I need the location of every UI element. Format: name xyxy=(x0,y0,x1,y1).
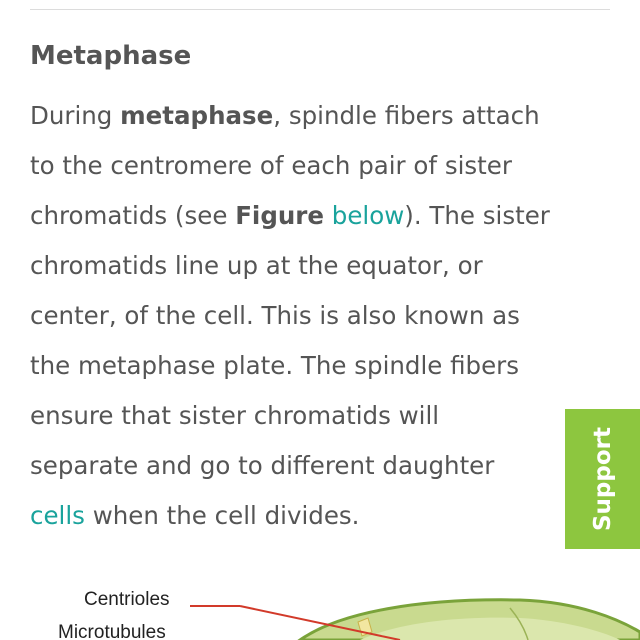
figure-reference: Figure xyxy=(235,201,324,230)
paragraph-line: separate and go to different daughter xyxy=(30,451,495,480)
cells-link[interactable]: cells xyxy=(30,501,85,530)
paragraph-text xyxy=(30,91,620,541)
paragraph-line: the metaphase plate. The spindle fibers xyxy=(30,351,520,380)
metaphase-figure xyxy=(0,560,640,640)
paragraph-line: to the centromere of each pair of sister xyxy=(30,151,512,180)
section-title: Metaphase xyxy=(30,41,192,71)
paragraph-line: center, of the cell. This is also known as xyxy=(30,301,520,330)
below-link[interactable]: below xyxy=(331,201,405,230)
support-tab-button[interactable] xyxy=(565,409,640,549)
paragraph-line: chromatids line up at the equator, or xyxy=(30,251,483,280)
top-divider xyxy=(30,9,610,10)
label-centrioles: Centrioles xyxy=(84,589,170,610)
paragraph-line: ensure that sister chromatids will xyxy=(30,401,440,430)
paragraph-line: During metaphase, spindle fibers attach xyxy=(30,101,540,130)
term-metaphase: metaphase xyxy=(120,101,274,130)
support-tab-label: Support xyxy=(589,426,616,532)
paragraph-line: chromatids (see Figure below). The sister xyxy=(30,201,550,230)
label-microtubules: Microtubules xyxy=(58,622,166,640)
paragraph-line: cells when the cell divides. xyxy=(30,501,360,530)
